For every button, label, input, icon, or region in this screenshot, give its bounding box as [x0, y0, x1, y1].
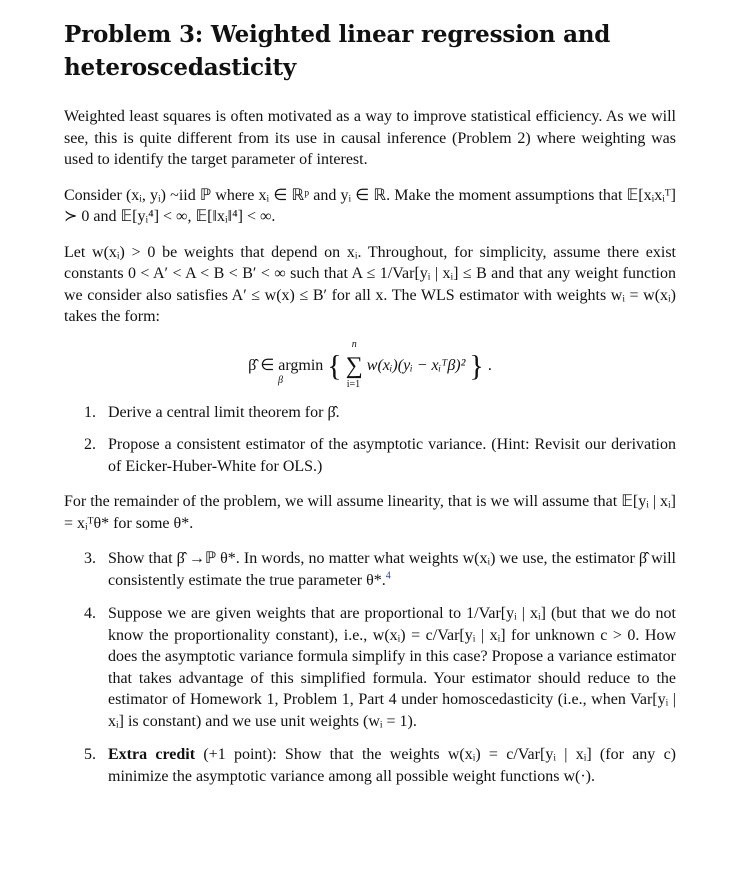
item-number: 5.	[84, 746, 96, 763]
list-item	[64, 434, 676, 477]
sum-top: n	[351, 338, 357, 350]
item-text: Show that β̂ →ℙ θ*. In words, no matter what weights w(xᵢ) we use, the estimator β̂ will consistently estimate the true parameter θ*.	[108, 550, 676, 589]
item-number: 4.	[84, 605, 96, 622]
sum-bottom: i=1	[346, 378, 361, 390]
question-list-b	[64, 548, 676, 787]
footnote-link[interactable]: 4	[385, 570, 391, 582]
item-number: 1.	[84, 403, 96, 421]
item-text-wrap	[108, 744, 676, 787]
weights-paragraph: Let w(xᵢ) > 0 be weights that depend on xᵢ. Throughout, for simplicity, assume there exist constants 0 < A′ < A < B < B′ < ∞ such that A ≤ 1/Var[yᵢ | xᵢ] ≤ B and that any weight function we consider also satisfies A′ ≤ w(x) ≤ B′ for all x. The WLS estimator with weights wᵢ = w(xᵢ) takes the form:	[64, 243, 676, 325]
right-brace: }	[469, 348, 484, 382]
sum-symbol: ∑ n i=1	[345, 338, 363, 390]
equation-body: w(xᵢ)(yᵢ − xᵢᵀβ)²	[366, 356, 466, 374]
equation-end: .	[487, 356, 492, 374]
item-text: Derive a central limit theorem for β̂.	[108, 403, 340, 421]
assumptions-paragraph: Consider (xᵢ, yᵢ) ~iid ℙ where xᵢ ∈ ℝᵖ and yᵢ ∈ ℝ. Make the moment assumptions that 𝔼[xᵢxᵢᵀ] ≻ 0 and 𝔼[yᵢ⁴] < ∞, 𝔼[‖xᵢ‖⁴] < ∞.	[64, 186, 676, 225]
item-text: (+1 point): Show that the weights w(xᵢ) = c/Var[yᵢ | xᵢ] (for any c) minimize the asymptotic variance among all possible weight functions w(·).	[108, 746, 677, 785]
linearity-paragraph: For the remainder of the problem, we will assume linearity, that is we will assume that 𝔼[yᵢ | xᵢ] = xᵢᵀθ* for some θ*.	[64, 493, 676, 532]
problem-title: Problem 3: Weighted linear regression and heteroscedasticity	[64, 21, 611, 81]
item-text: Suppose we are given weights that are proportional to 1/Var[yᵢ | xᵢ] (but that we do not know the proportionality constant), i.e., w(xᵢ) = c/Var[yᵢ | xᵢ] for unknown c > 0. How does the asymptotic variance formula simplify in this case? Propose a variance estimator that takes advantage of this simplified formula. Your estimator should reduce to the estimator of Homework 1, Problem 1, Part 4 under homoscedasticity (i.e., when Var[yᵢ | xᵢ] is constant) and we use unit weights (wᵢ = 1).	[108, 605, 676, 730]
list-item	[64, 603, 676, 732]
item-text-wrap	[108, 548, 676, 591]
item-number: 3.	[84, 550, 96, 567]
list-item	[64, 402, 676, 424]
equation-lhs: β̂ ∈ argmin	[248, 356, 324, 374]
list-item	[64, 548, 676, 591]
extra-credit-label: Extra credit	[108, 746, 196, 763]
item-text: Propose a consistent estimator of the asymptotic variance. (Hint: Revisit our derivation of Eicker-Huber-White for OLS.)	[108, 436, 676, 475]
document-page	[64, 18, 676, 799]
question-list-a	[64, 402, 676, 478]
list-item	[64, 744, 676, 787]
intro-paragraph: Weighted least squares is often motivated as a way to improve statistical efficiency. As we will see, this is quite different from its use in causal inference (Problem 2) where weighting was used to identify the target parameter of interest.	[64, 108, 676, 168]
item-number: 2.	[84, 436, 96, 453]
argmin-subscript: β	[278, 374, 283, 386]
wls-equation	[64, 338, 676, 390]
left-brace: {	[327, 348, 342, 382]
